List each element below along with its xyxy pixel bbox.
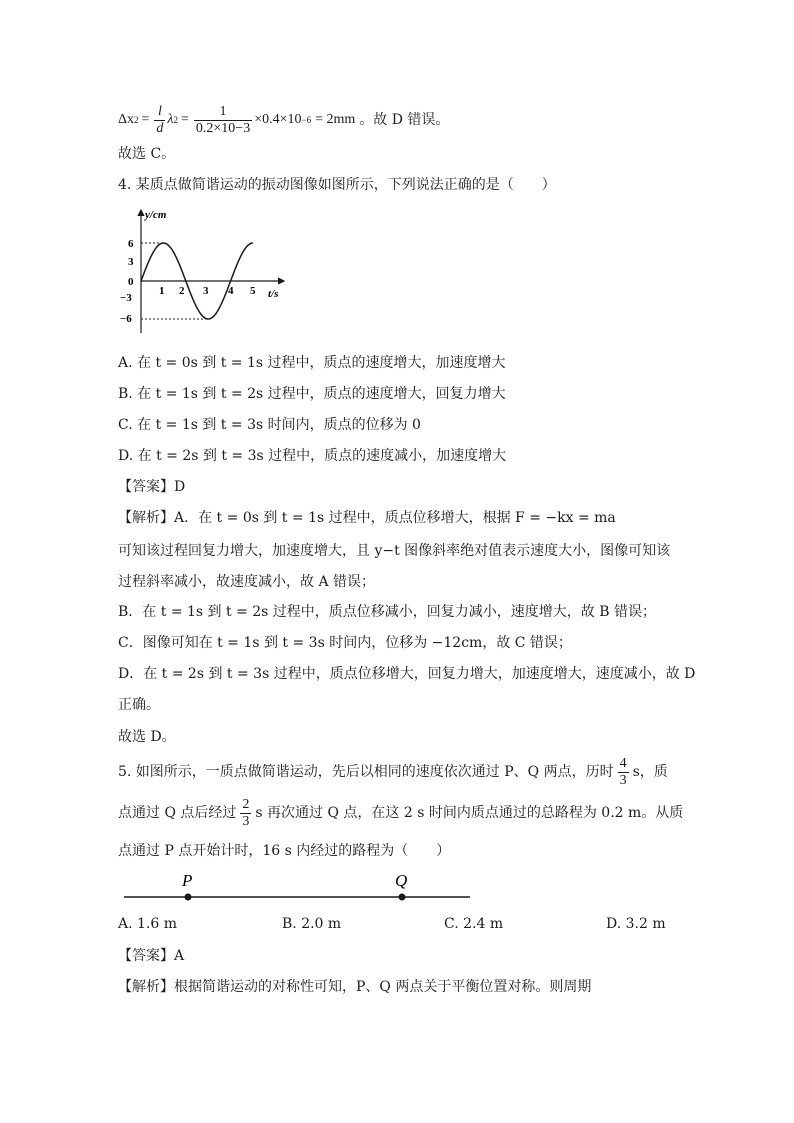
q5-stem-line2 (118, 793, 683, 833)
xtick-4: 4 (228, 285, 234, 297)
q4-vibration-graph (118, 205, 293, 340)
ytick-neg6: −6 (120, 313, 132, 325)
q3-select: 故选 C。 (118, 146, 176, 162)
q5-stem-1a: 5. 如图所示，一质点做简谐运动，先后以相同的速度依次通过 P、Q 两点，历时 (118, 764, 614, 780)
q4-option-d: D. 在 t = 2s 到 t = 3s 过程中，质点的速度减小，加速度增大 (118, 448, 507, 464)
x-axis-label: t/s (268, 288, 279, 300)
formula-lhs-sub: 2 (134, 115, 139, 125)
formula-num: 1 (194, 104, 252, 121)
ytick-6: 6 (128, 238, 134, 250)
q5-option-d: D. 3.2 m (606, 916, 666, 932)
q4-stem: 4. 某质点做简谐运动的振动图像如图所示，下列说法正确的是（ ） (118, 177, 556, 193)
formula-l-over-d (154, 104, 165, 137)
q4-option-b: B. 在 t = 1s 到 t = 2s 过程中，质点的速度增大，回复力增大 (118, 386, 506, 402)
xtick-5: 5 (250, 285, 256, 297)
q5-option-c: C. 2.4 m (444, 916, 504, 932)
point-p (185, 894, 192, 901)
q5-analysis-1: 【解析】根据简谐运动的对称性可知，P、Q 两点关于平衡位置对称。则周期 (118, 979, 592, 995)
q5-frac-2-3 (240, 797, 251, 830)
q4-analysis-5: C．图像可知在 t = 1s 到 t = 3s 时间内，位移为 −12cm，故 C 错误； (118, 635, 572, 651)
q5-stem-line3: 点通过 P 点开始计时，16 s 内经过的路程为（ ） (118, 843, 451, 859)
q5-answer: 【答案】A (118, 948, 185, 964)
q4-select: 故选 D。 (118, 729, 176, 745)
q5-frac-4-3 (618, 756, 629, 789)
formula-dx2 (118, 100, 449, 140)
q4-answer: 【答案】D (118, 479, 186, 495)
q5-stem-2a: 点通过 Q 点后经过 (118, 805, 237, 821)
formula-tail: = 2mm (315, 112, 356, 127)
formula-l: l (154, 104, 165, 121)
q4-analysis-3: 过程斜率减小，故速度减小，故 A 错误； (118, 574, 376, 590)
xtick-3: 3 (203, 285, 209, 297)
q4-option-c: C. 在 t = 1s 到 t = 3s 时间内，质点的位移为 0 (118, 417, 421, 433)
q4-option-a: A. 在 t = 0s 到 t = 1s 过程中，质点的速度增大，加速度增大 (118, 355, 506, 371)
q4-analysis-6: D．在 t = 2s 到 t = 3s 过程中，质点位移增大，回复力增大，加速度增大，速度减小，故 D (118, 666, 696, 682)
formula-lambda: λ (167, 112, 174, 127)
q5-frac1-den: 3 (619, 772, 627, 788)
formula-d: d (156, 120, 164, 136)
formula-fraction (194, 104, 252, 137)
formula-lambda-sub: 2 (173, 115, 178, 125)
label-q: Q (395, 871, 408, 890)
formula-eq1: = (141, 112, 150, 127)
formula-den: 0.2×10−3 (195, 120, 251, 136)
q4-analysis-2: 可知该过程回复力增大，加速度增大，且 y−t 图像斜率绝对值表示速度大小，图像可知该 (118, 543, 671, 559)
ytick-3: 3 (128, 256, 134, 268)
q5-option-b: B. 2.0 m (282, 916, 342, 932)
formula-rest: ×0.4×10 (254, 112, 302, 127)
q5-stem-2b: s 再次通过 Q 点，在这 2 s 时间内质点通过的总路程为 0.2 m。从质 (255, 805, 684, 821)
q5-frac2-den: 3 (242, 813, 250, 829)
q5-option-a: A. 1.6 m (118, 916, 178, 932)
formula-eq2: = (181, 112, 189, 127)
formula-after: 。故 D 错误。 (359, 112, 450, 128)
q4-analysis-1: 【解析】A．在 t = 0s 到 t = 1s 过程中，质点位移增大，根据 F = −kx = ma (118, 510, 616, 526)
xtick-1: 1 (159, 285, 165, 297)
point-q (399, 894, 406, 901)
q5-stem-1b: s，质 (632, 764, 668, 780)
q4-analysis-7: 正确。 (118, 697, 160, 713)
xtick-2: 2 (179, 285, 185, 297)
label-p: P (182, 871, 193, 890)
q5-pq-diagram (118, 866, 478, 906)
ytick-neg3: −3 (120, 292, 132, 304)
formula-exp: −6 (301, 115, 312, 125)
q4-analysis-4: B．在 t = 1s 到 t = 2s 过程中，质点位移减小，回复力减小，速度增大，故 B 错误； (118, 604, 656, 620)
ytick-0: 0 (128, 276, 134, 288)
y-axis-label: y/cm (145, 209, 167, 221)
q5-frac2-num: 2 (242, 796, 250, 812)
q5-stem-line1 (118, 752, 668, 792)
formula-lhs: Δx (118, 112, 135, 127)
q5-frac1-num: 4 (619, 755, 627, 771)
